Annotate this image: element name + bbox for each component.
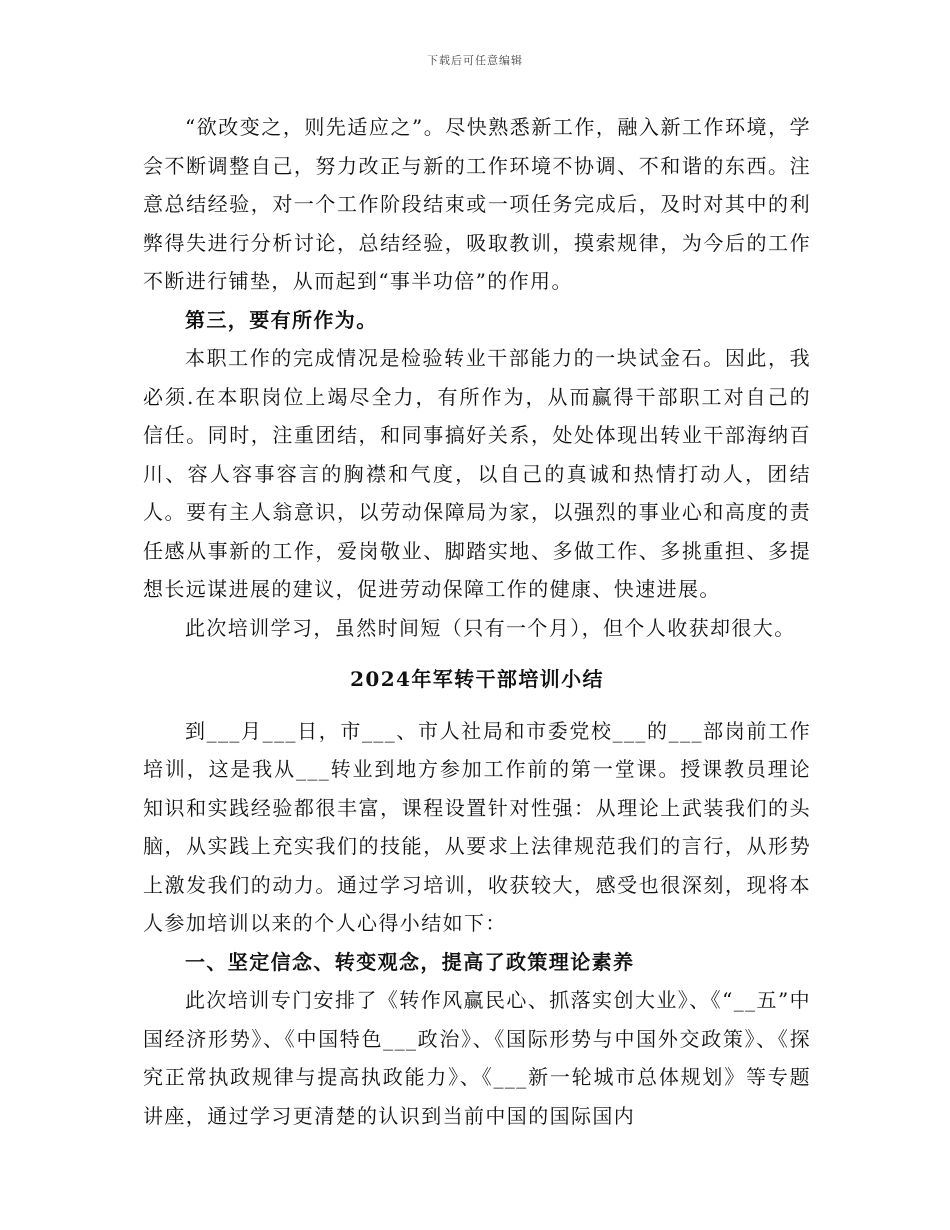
- document-body: [143, 108, 811, 1135]
- paragraph-intro: 到___月___日，市___、市人社局和市委党校___的___部岗前工作培训，这是我从___转业到地方参加工作前的第一堂课。授课教员理论知识和实践经验都很丰富，课程设置针对性强：从理论上武装我们的头脑，从实践上充实我们的技能，从要求上法律规范我们的言行，从形势上激发我们的动力。通过学习培训，收获较大，感受也很深刻，现将本人参加培训以来的个人心得小结如下：: [143, 718, 811, 935]
- section-heading-third: 第三，要有所作为。: [185, 307, 378, 332]
- document-title: 2024年军转干部培训小结: [350, 667, 604, 691]
- paragraph-lectures: 此次培训专门安排了《转作风赢民心、抓落实创大业》、《“__五”中国经济形势》、《中国特色___政治》、《国际形势与中国外交政策》、《探究正常执政规律与提高执政能力》、《___新一轮城市总体规划》等专题讲座，通过学习更清楚的认识到当前中国的国际国内: [143, 988, 811, 1128]
- section-heading-one: 一、坚定信念、转变观念，提高了政策理论素养: [185, 949, 635, 974]
- page-header: 下载后可任意编辑: [427, 54, 523, 67]
- paragraph-duty: 本职工作的完成情况是检验转业干部能力的一块试金石。因此，我必须.在本职岗位上竭尽全力，有所作为，从而赢得干部职工对自己的信任。同时，注重团结，和同事搞好关系，处处体现出转业干部海纳百川、容人容事容言的胸襟和气度，以自己的真诚和热情打动人，团结人。要有主人翁意识，以劳动保障局为家，以强烈的事业心和高度的责任感从事新的工作，爱岗敬业、脚踏实地、多做工作、多挑重担、多提想长远谋进展的建议，促进劳动保障工作的健康、快速进展。: [143, 346, 811, 601]
- paragraph-summary: 此次培训学习，虽然时间短（只有一个月），但个人收获却很大。: [185, 615, 796, 640]
- paragraph-adapt: “欲改变之，则先适应之”。尽快熟悉新工作，融入新工作环境，学会不断调整自己，努力改正与新的工作环境不协调、不和谐的东西。注意总结经验，对一个工作阶段结束或一项任务完成后，及时对其中的利弊得失进行分析讨论，总结经验，吸取教训，摸索规律，为今后的工作不断进行铺垫，从而起到“事半功倍”的作用。: [143, 115, 811, 293]
